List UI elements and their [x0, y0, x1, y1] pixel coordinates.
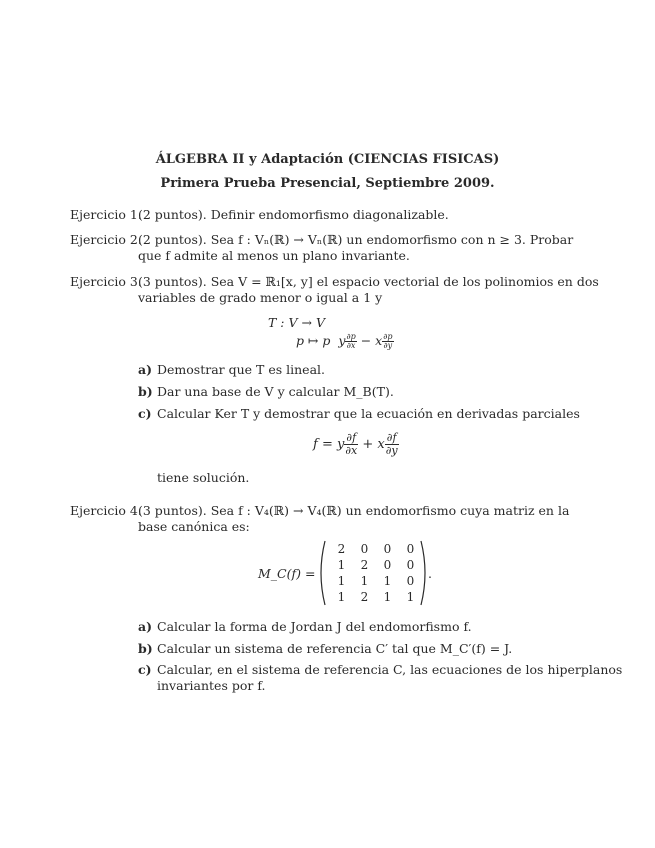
exercise-4-item-b: b) Calcular un sistema de referencia C′ tal que M_C′(f) = J. [138, 641, 513, 656]
matrix-label: M_C(f) = [258, 566, 316, 581]
exercise-4 [70, 503, 569, 518]
exercise-3-tail: tiene solución. [157, 470, 250, 485]
matrix-row-1: 2 0 0 0 [337, 542, 415, 556]
exercise-3-item-b: b) Dar una base de V y calcular M_B(T). [138, 384, 394, 399]
exercise-4-line2: base canónica es: [138, 519, 250, 534]
exercise-2-line2: que f admite al menos un plano invariante. [138, 248, 410, 263]
linear-map-rule-start: p ↦ p [296, 333, 331, 348]
linear-map-header: T : V → V [268, 315, 325, 330]
exercise-4-item-c: c) Calcular, en el sistema de referencia C, las ecuaciones de los hiperplanos [138, 662, 623, 677]
exercise-2-label: Ejercicio 2. [70, 232, 142, 247]
exercise-3-line1: (3 puntos). Sea V = ℝ₁[x, y] el espacio vectorial de los polinomios en dos [138, 274, 599, 289]
matrix-row-3: 1 1 1 0 [337, 574, 415, 588]
exam-page: ÁLGEBRA II y Adaptación (CIENCIAS FISICAS) Primera Prueba Presencial, Septiembre 2009. Ejercicio 1.(2 puntos). Definir endomorfismo diagonalizable. Ejercicio 2.(2 puntos). Sea f : Vₙ(ℝ) → Vₙ(ℝ) un endomorfismo con n ≥ 3. Probar que f admite al menos un plano invariante. Ejercicio 3.(3 puntos). Sea V = ℝ₁[x, y] el espacio vectorial de los polinomios en dos variables de grado menor o igual a 1 y T : V → V p ↦ p y $\frac{\partial p}{\partial x}$ − x $\frac{\partial p}{\partial y}$ a) Demostrar que T es lineal. b) Dar una base de V y calcular M_B(T). c) Calcular Ker T y demostrar que la ecuación en derivadas parciales f = y $\frac{\partial f}{\partial x}$ + x $\frac{\partial f}{\partial y}$ tiene solución. Ejercicio 4.(3 puntos). Sea f : V₄(ℝ) → V₄(ℝ) un endomorfismo cuya matriz en la base canónica es: M_C(f) = 2 0 0 0 1 2 0 0 1 1 1 0 1 2 1 1 . a) Calcular la forma de Jordan J del endomorfismo f. b) Calcular un sistema de referencia C′ tal que M_C′(f) = J. c) Calcular, en el sistema de referencia C, las ecuaciones de los hiperplanos invariantes por f. [0, 0, 655, 848]
exam-title: ÁLGEBRA II y Adaptación (CIENCIAS FISICAS) [155, 152, 500, 167]
exercise-2 [70, 232, 573, 247]
left-paren-icon [316, 540, 326, 606]
exam-subtitle: Primera Prueba Presencial, Septiembre 2009. [160, 176, 495, 191]
exercise-4-line1: (3 puntos). Sea f : V₄(ℝ) → V₄(ℝ) un endomorfismo cuya matriz en la [138, 503, 570, 518]
exercise-4-label: Ejercicio 4. [70, 503, 142, 518]
exercise-3-item-c: c) Calcular Ker T y demostrar que la ecuación en derivadas parciales [138, 406, 580, 421]
pde-equation: f = y $\frac{\partial f}{\partial x}$ + x $\frac{\partial f}{\partial y}$ [313, 431, 398, 457]
exercise-3-line2: variables de grado menor o igual a 1 y [138, 290, 383, 305]
exercise-3-label: Ejercicio 3. [70, 274, 142, 289]
exercise-2-line1: (2 puntos). Sea f : Vₙ(ℝ) → Vₙ(ℝ) un endomorfismo con n ≥ 3. Probar [138, 232, 574, 247]
exercise-4-item-c-cont: invariantes por f. [157, 678, 266, 693]
matrix-row-2: 1 2 0 0 [337, 558, 415, 572]
partial-p-x: $\frac{\partial p}{\partial x}$ [346, 332, 356, 350]
partial-f-y: $\frac{\partial f}{\partial y}$ [385, 431, 398, 457]
exercise-1-label: Ejercicio 1. [70, 207, 142, 222]
partial-f-x: $\frac{\partial f}{\partial x}$ [345, 431, 358, 457]
matrix [316, 540, 426, 606]
matrix-row-4: 1 2 1 1 [337, 590, 415, 604]
linear-map-rule: p ↦ p y $\frac{\partial p}{\partial x}$ − x $\frac{\partial p}{\partial y}$ [296, 332, 393, 350]
partial-p-y: $\frac{\partial p}{\partial y}$ [383, 332, 393, 350]
exercise-3-item-a: a) Demostrar que T es lineal. [138, 362, 325, 377]
exercise-1 [70, 207, 449, 222]
exercise-3 [70, 274, 599, 289]
exercise-1-text: (2 puntos). Definir endomorfismo diagonalizable. [138, 207, 449, 222]
exercise-4-item-a: a) Calcular la forma de Jordan J del endomorfismo f. [138, 619, 472, 634]
